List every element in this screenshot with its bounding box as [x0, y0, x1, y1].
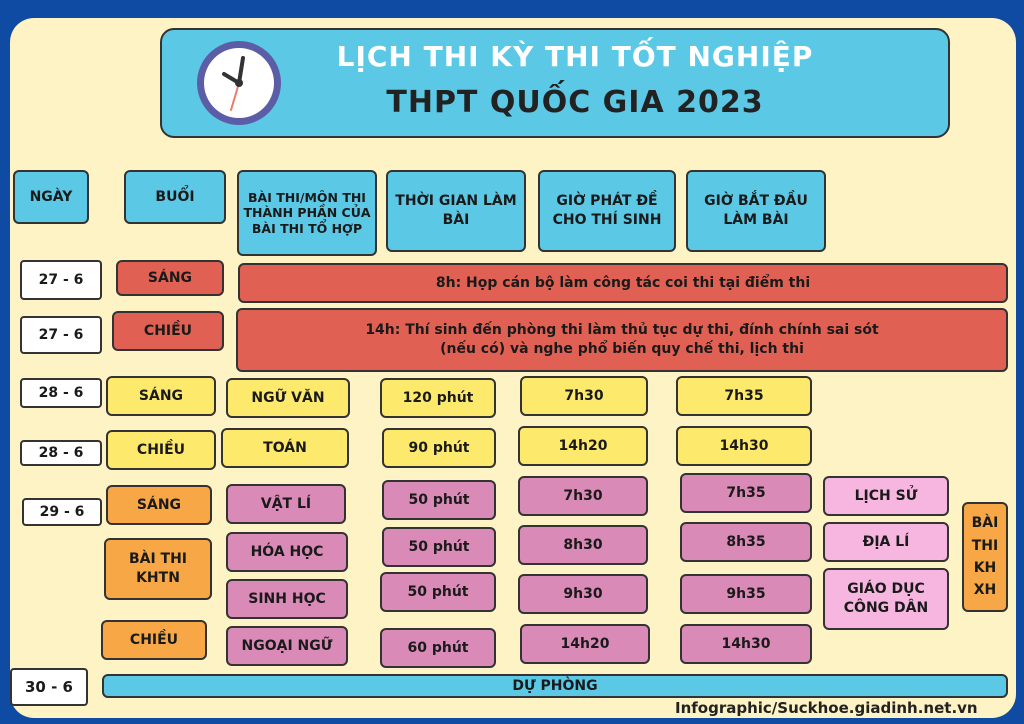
- duration-cell: 60 phút: [380, 628, 496, 668]
- subject-cell: NGOẠI NGỮ: [226, 626, 348, 666]
- clock-icon: [194, 38, 284, 128]
- handout-cell: 14h20: [518, 426, 648, 466]
- start-cell: 9h35: [680, 574, 812, 614]
- handout-cell: 7h30: [518, 476, 648, 516]
- start-cell: 8h35: [680, 522, 812, 562]
- subject-cell: TOÁN: [221, 428, 349, 468]
- title-line-2: THPT QUỐC GIA 2023: [386, 85, 764, 120]
- note-checkin: 14h: Thí sinh đến phòng thi làm thủ tục dự thi, đính chính sai sót (nếu có) và nghe phổ biến quy chế thi, lịch thi: [236, 308, 1008, 372]
- duration-cell: 120 phút: [380, 378, 496, 418]
- subject-cell: SINH HỌC: [226, 579, 348, 619]
- header-duration: THỜI GIAN LÀM BÀI: [386, 170, 526, 252]
- header-start: GIỜ BẮT ĐẦU LÀM BÀI: [686, 170, 826, 252]
- reserve-row: DỰ PHÒNG: [102, 674, 1008, 698]
- session-cell: SÁNG: [116, 260, 224, 296]
- session-cell: CHIỀU: [106, 430, 216, 470]
- session-khtn: BÀI THI KHTN: [104, 538, 212, 600]
- header-handout: GIỜ PHÁT ĐỀ CHO THÍ SINH: [538, 170, 676, 252]
- session-cell: SÁNG: [106, 485, 212, 525]
- khxh-subject: GIÁO DỤC CÔNG DÂN: [823, 568, 949, 630]
- date-cell: 28 - 6: [20, 378, 102, 408]
- handout-cell: 14h20: [520, 624, 650, 664]
- start-cell: 7h35: [676, 376, 812, 416]
- start-cell: 7h35: [680, 473, 812, 513]
- date-cell: 27 - 6: [20, 260, 102, 300]
- start-cell: 14h30: [680, 624, 812, 664]
- header-subject: BÀI THI/MÔN THI THÀNH PHẦN CỦA BÀI THI TỔ HỢP: [237, 170, 377, 256]
- khxh-label: BÀI THI KH XH: [962, 502, 1008, 612]
- duration-cell: 50 phút: [382, 527, 496, 567]
- handout-cell: 7h30: [520, 376, 648, 416]
- subject-cell: HÓA HỌC: [226, 532, 348, 572]
- session-cell: SÁNG: [106, 376, 216, 416]
- note-meeting: 8h: Họp cán bộ làm công tác coi thi tại điểm thi: [238, 263, 1008, 303]
- date-cell: 28 - 6: [20, 440, 102, 466]
- duration-cell: 50 phút: [382, 480, 496, 520]
- date-cell: 27 - 6: [20, 316, 102, 354]
- duration-cell: 50 phút: [380, 572, 496, 612]
- session-cell: CHIỀU: [112, 311, 224, 351]
- session-cell: CHIỀU: [101, 620, 207, 660]
- date-cell: 30 - 6: [10, 668, 88, 706]
- footer-credit: Infographic/Suckhoe.giadinh.net.vn: [675, 699, 978, 717]
- khxh-subject: LỊCH SỬ: [823, 476, 949, 516]
- handout-cell: 9h30: [518, 574, 648, 614]
- subject-cell: NGỮ VĂN: [226, 378, 350, 418]
- header-session: BUỔI: [124, 170, 226, 224]
- duration-cell: 90 phút: [382, 428, 496, 468]
- title-line-1: LỊCH THI KỲ THI TỐT NGHIỆP: [336, 40, 814, 73]
- date-cell: 29 - 6: [22, 498, 102, 526]
- khxh-subject: ĐỊA LÍ: [823, 522, 949, 562]
- header-day: NGÀY: [13, 170, 89, 224]
- subject-cell: VẬT LÍ: [226, 484, 346, 524]
- handout-cell: 8h30: [518, 525, 648, 565]
- start-cell: 14h30: [676, 426, 812, 466]
